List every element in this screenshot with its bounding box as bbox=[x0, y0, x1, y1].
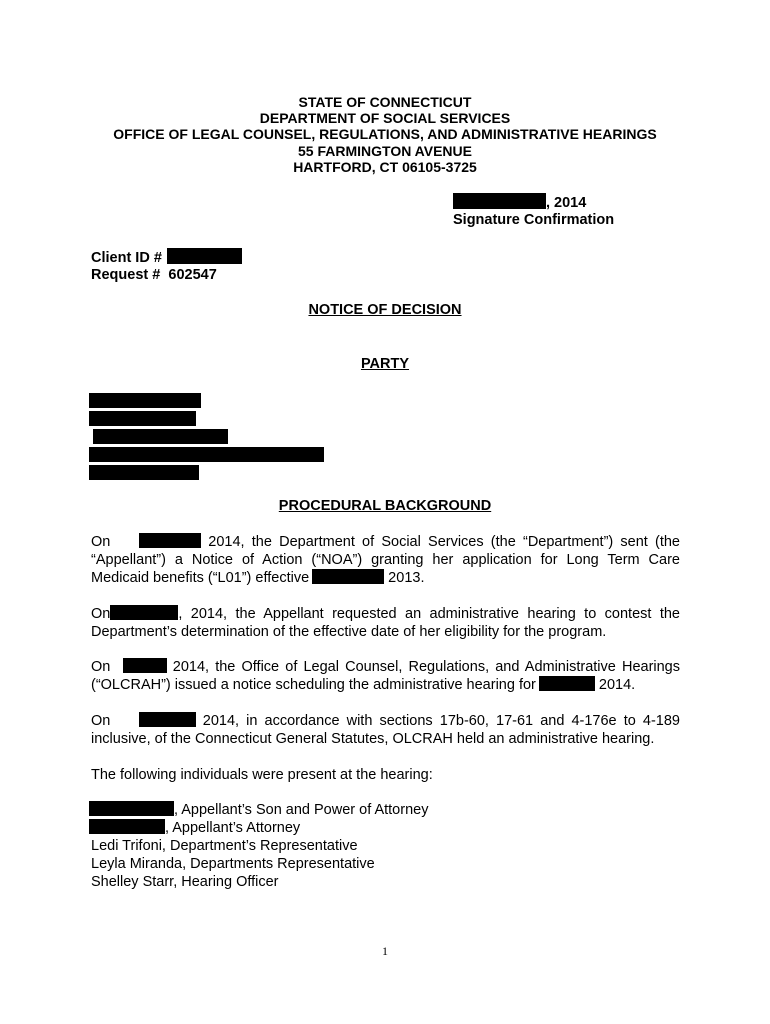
para1-text-c: Medicaid benefits (“L01”) effective bbox=[91, 570, 310, 586]
client-id-line bbox=[91, 248, 242, 267]
heading-notice-of-decision: NOTICE OF DECISION bbox=[308, 302, 462, 318]
attendee-attorney-role: , Appellant’s Attorney bbox=[165, 820, 301, 836]
redacted-client-id bbox=[167, 248, 242, 264]
attendee-leyla-miranda: Leyla Miranda, Departments Representative bbox=[91, 856, 375, 872]
header-department: DEPARTMENT OF SOCIAL SERVICES bbox=[259, 110, 511, 126]
para1-text-d: 2013. bbox=[384, 570, 425, 586]
redacted-date bbox=[453, 193, 546, 209]
redacted-date bbox=[312, 569, 384, 584]
para2-text-b: , 2014, the Appellant requested an administrative hearing to contest the bbox=[178, 606, 680, 622]
redacted-date bbox=[110, 605, 178, 620]
attendees-intro: The following individuals were present at the hearing: bbox=[91, 767, 433, 783]
redacted-date bbox=[123, 658, 167, 673]
redacted-party-city bbox=[89, 465, 199, 480]
signature-confirmation: Signature Confirmation bbox=[453, 212, 615, 228]
redacted-name bbox=[89, 801, 174, 816]
para1-text-b: 2014, the Department of Social Services (the “Department”) sent (the bbox=[201, 534, 680, 550]
para1-line3 bbox=[91, 569, 680, 587]
header-state: STATE OF CONNECTICUT bbox=[298, 94, 472, 110]
date-suffix: , 2014 bbox=[546, 195, 587, 211]
attendee-attorney bbox=[89, 819, 300, 837]
redacted-party-care-of bbox=[89, 411, 196, 426]
heading-procedural-background: PROCEDURAL BACKGROUND bbox=[278, 498, 492, 514]
request-line bbox=[91, 266, 217, 284]
para4-text-b: 2014, in accordance with sections 17b-60, 17-61 and 4-176e to 4-189 bbox=[195, 713, 680, 729]
para3-text-c: (“OLCRAH”) issued a notice scheduling the administrative hearing for bbox=[91, 677, 536, 693]
para4-line1 bbox=[91, 712, 680, 730]
para3-text-b: 2014, the Office of Legal Counsel, Regulations, and Administrative Hearings bbox=[166, 659, 680, 675]
para4-line2: inclusive, of the Connecticut General Statutes, OLCRAH held an administrative hearing. bbox=[91, 731, 655, 747]
redacted-date bbox=[139, 712, 196, 727]
redacted-date bbox=[539, 676, 595, 691]
date-line bbox=[453, 193, 586, 212]
attendee-son bbox=[89, 801, 428, 819]
header-street: 55 FARMINGTON AVENUE bbox=[298, 143, 472, 159]
redacted-party-name bbox=[89, 393, 201, 408]
request-label: Request # bbox=[91, 267, 161, 283]
redacted-name bbox=[89, 819, 165, 834]
para1-line2: “Appellant”) a Notice of Action (“NOA”) granting her application for Long Term Care bbox=[91, 552, 680, 568]
para1-text-a: On bbox=[91, 534, 111, 550]
para3-text-d: 2014. bbox=[594, 677, 636, 693]
header-city: HARTFORD, CT 06105-3725 bbox=[293, 159, 477, 175]
page-number: 1 bbox=[382, 944, 388, 958]
attendee-son-role: , Appellant’s Son and Power of Attorney bbox=[174, 802, 429, 818]
para2-line1 bbox=[91, 605, 680, 623]
attendee-shelley-starr: Shelley Starr, Hearing Officer bbox=[91, 874, 279, 890]
header-office: OFFICE OF LEGAL COUNSEL, REGULATIONS, AND ADMINISTRATIVE HEARINGS bbox=[113, 126, 657, 142]
redacted-party-street bbox=[93, 429, 228, 444]
para4-text-a: On bbox=[91, 713, 111, 729]
redacted-party-address-line bbox=[89, 447, 324, 462]
attendee-ledi-trifoni: Ledi Trifoni, Department’s Representative bbox=[91, 838, 358, 854]
para3-text-a: On bbox=[91, 659, 111, 675]
para3-line2 bbox=[91, 676, 680, 694]
para1-line1 bbox=[91, 533, 680, 551]
request-number: 602547 bbox=[168, 267, 217, 283]
para3-line1 bbox=[91, 658, 680, 676]
heading-party: PARTY bbox=[360, 356, 410, 372]
redacted-date bbox=[139, 533, 201, 548]
para2-line2: Department’s determination of the effective date of her eligibility for the program. bbox=[91, 624, 607, 640]
client-id-label: Client ID # bbox=[91, 250, 162, 266]
para2-text-a: On bbox=[91, 606, 111, 622]
